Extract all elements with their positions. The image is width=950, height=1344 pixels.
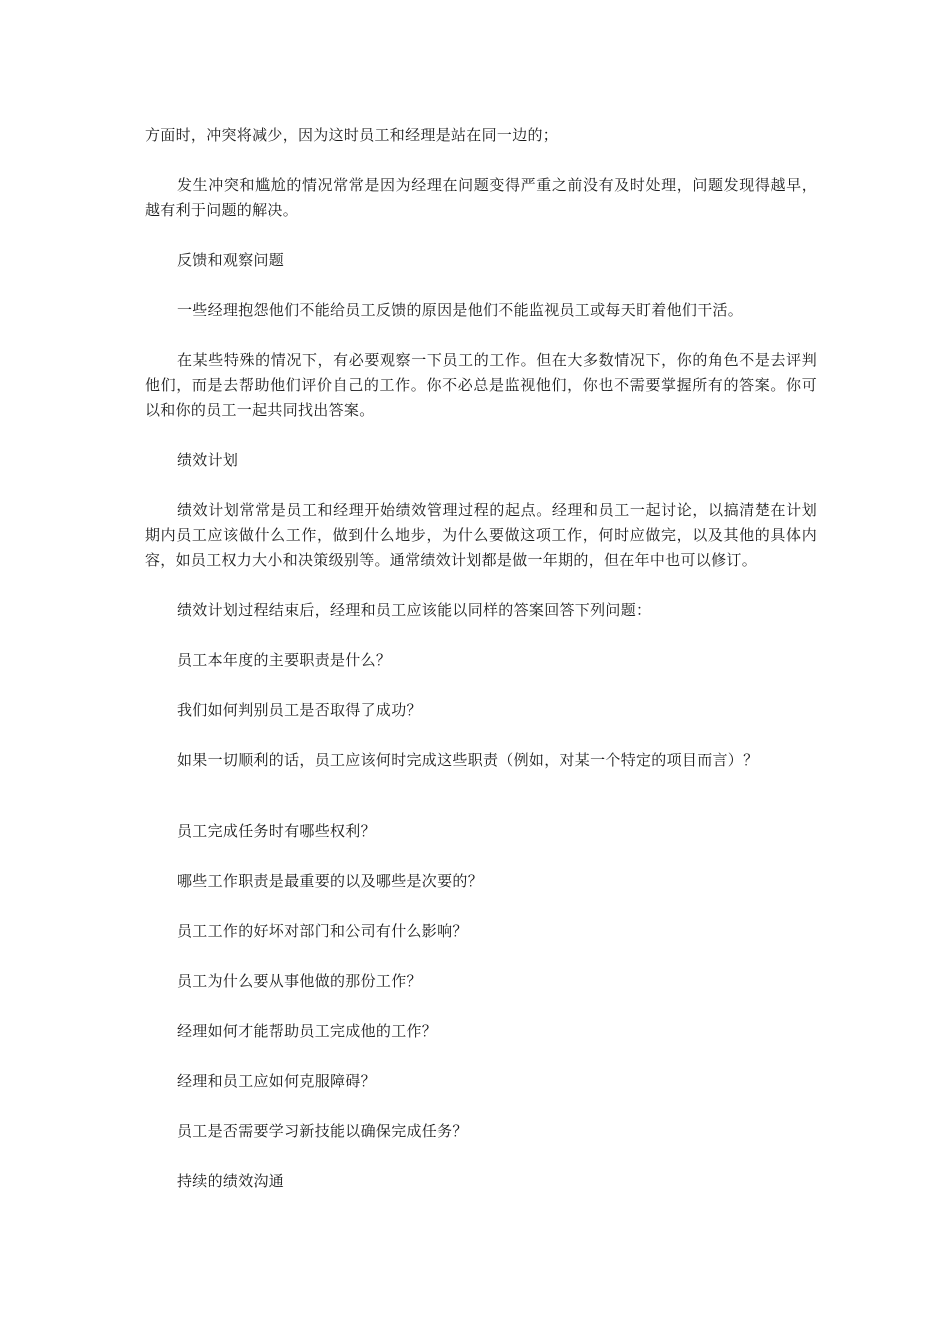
heading-feedback-observation: 反馈和观察问题: [177, 251, 285, 269]
paragraph-continuation: 方面时，冲突将减少，因为这时员工和经理是站在同一边的；: [145, 126, 559, 144]
paragraph-performance-plan: 绩效计划常常是员工和经理开始绩效管理过程的起点。经理和员工一起讨论，以搞清楚在计划期内员工应该做什么工作，做到什么地步，为什么要做这项工作，何时应做完，以及其他的具体内容，如员工权力大小和决策级别等。通常绩效计划都是做一年期的，但在年中也可以修订。: [145, 501, 817, 569]
question-priority-duties: 哪些工作职责是最重要的以及哪些是次要的？: [177, 872, 484, 890]
question-why-this-work: 员工为什么要从事他做的那份工作？: [177, 972, 422, 990]
heading-continuous-communication: 持续的绩效沟通: [177, 1172, 285, 1190]
heading-performance-plan: 绩效计划: [177, 451, 239, 469]
paragraph-conflict: 发生冲突和尴尬的情况常常是因为经理在问题变得严重之前没有及时处理，问题发现得越早，越有利于问题的解决。: [145, 176, 817, 219]
question-overcome-obstacles: 经理和员工应如何克服障碍？: [177, 1072, 376, 1090]
document-page: [145, 123, 817, 1194]
question-employee-rights: 员工完成任务时有哪些权利？: [177, 822, 376, 840]
paragraph-observe-work: 在某些特殊的情况下，有必要观察一下员工的工作。但在大多数情况下，你的角色不是去评判他们，而是去帮助他们评价自己的工作。你不必总是监视他们，你也不需要掌握所有的答案。你可以和你的员工一起共同找出答案。: [145, 351, 817, 419]
question-work-impact: 员工工作的好坏对部门和公司有什么影响？: [177, 922, 468, 940]
question-success-criteria: 我们如何判别员工是否取得了成功？: [177, 701, 422, 719]
question-main-duties: 员工本年度的主要职责是什么？: [177, 651, 392, 669]
question-new-skills: 员工是否需要学习新技能以确保完成任务？: [177, 1122, 468, 1140]
paragraph-manager-complaint: 一些经理抱怨他们不能给员工反馈的原因是他们不能监视员工或每天盯着他们干活。: [177, 301, 744, 319]
question-manager-help: 经理如何才能帮助员工完成他的工作？: [177, 1022, 438, 1040]
question-completion-time: 如果一切顺利的话，员工应该何时完成这些职责（例如，对某一个特定的项目而言）？: [177, 751, 759, 769]
paragraph-plan-questions-intro: 绩效计划过程结束后，经理和员工应该能以同样的答案回答下列问题：: [177, 601, 652, 619]
